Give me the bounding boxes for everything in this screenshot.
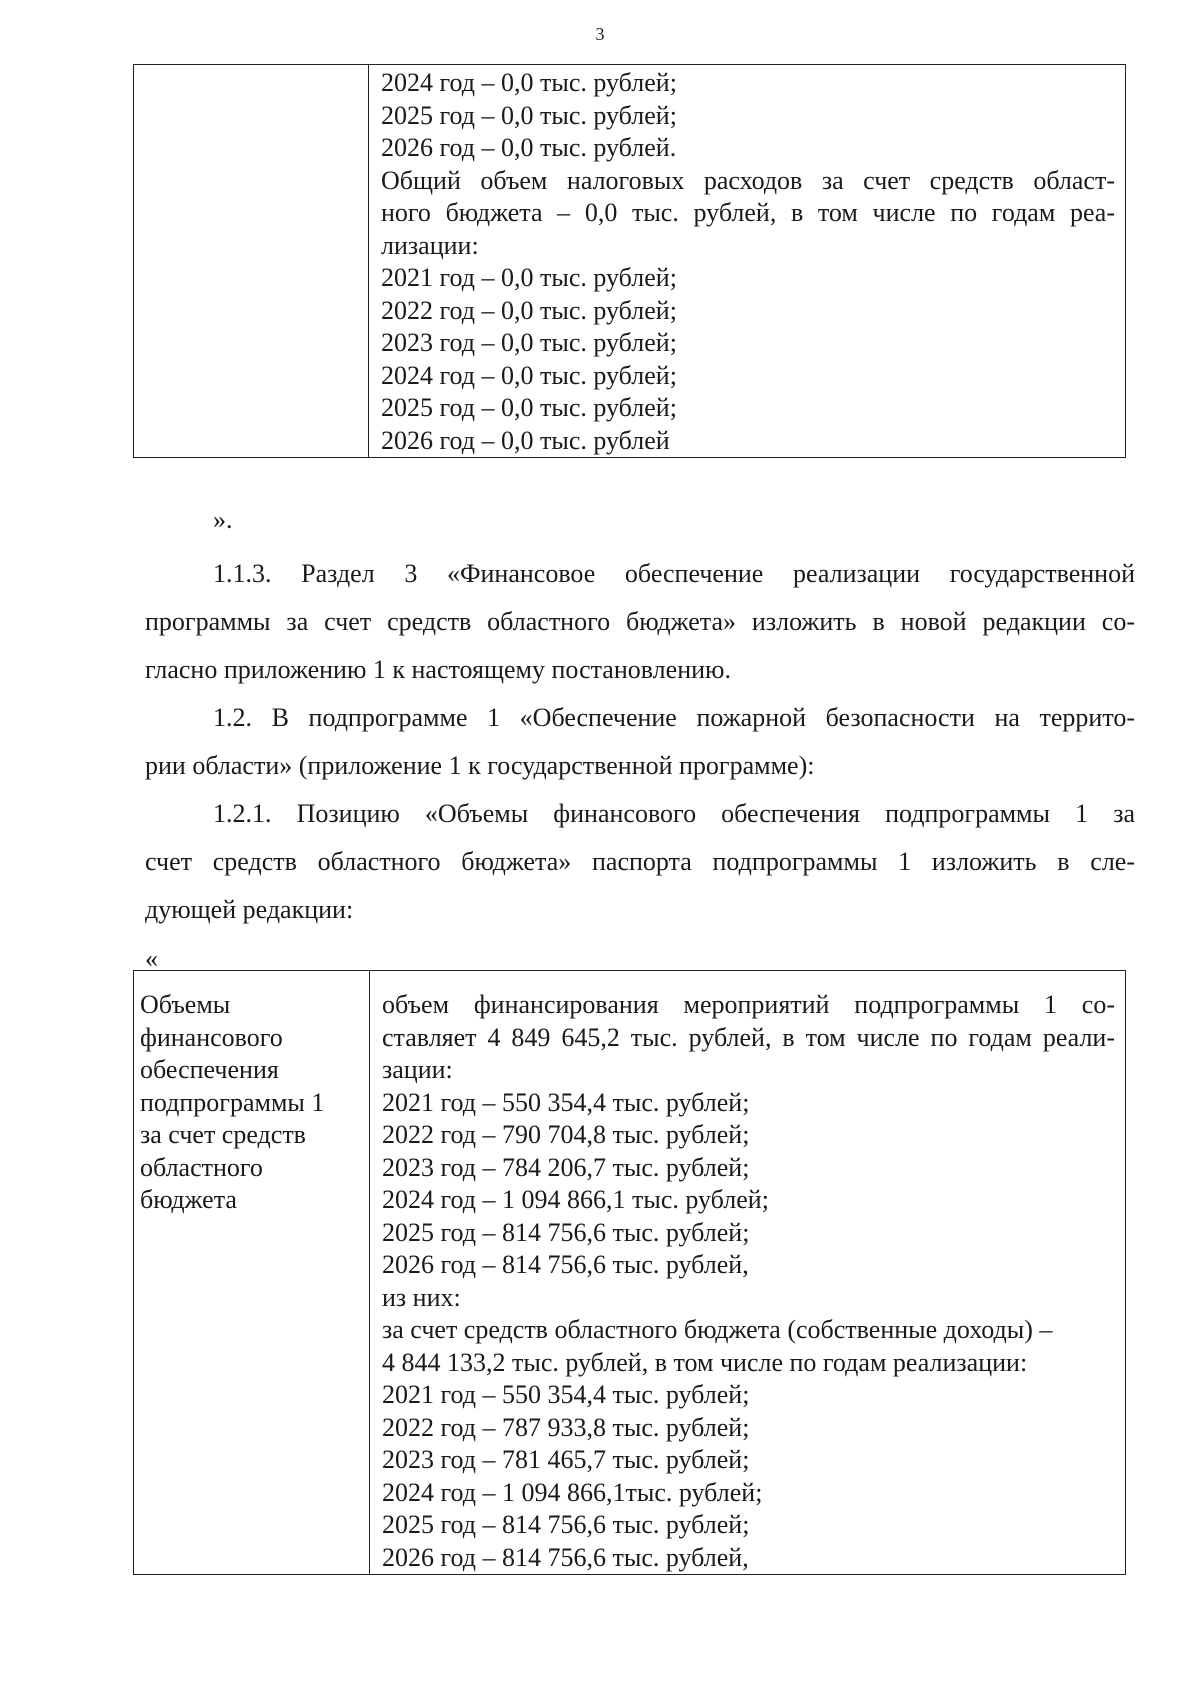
year-total-line: 2026 год – 814 756,6 тыс. рублей, [382,1250,749,1279]
tax-year-line: 2026 год – 0,0 тыс. рублей [381,425,670,455]
year-own-line: 2026 год – 814 756,6 тыс. рублей, [382,1542,749,1572]
year-line: 2024 год – 0,0 тыс. рублей; [381,68,677,97]
paragraph-line: дующей редакции: [145,895,354,924]
subprogram-passport-table [133,970,1126,1575]
tax-year-line: 2023 год – 0,0 тыс. рублей; [381,328,677,357]
opening-quote: « [145,944,158,973]
year-total-line: 2025 год – 814 756,6 тыс. рублей; [382,1217,750,1247]
of-them-label: из них: [382,1282,461,1312]
year-own-line: 2022 год – 787 933,8 тыс. рублей; [382,1412,750,1442]
year-own-line: 2021 год – 550 354,4 тыс. рублей; [382,1380,750,1409]
paragraph-line: счет средств областного бюджета» паспорта подпрограммы 1 изложить в сле- [145,847,1135,876]
year-own-line: 2024 год – 1 094 866,1тыс. рублей; [382,1477,763,1507]
position-name-line: финансового [140,1022,283,1052]
position-name-cell [134,971,370,1575]
paragraph-1-2-1 [145,790,1135,934]
right-cell-financing [369,65,1126,458]
year-total-line: 2021 год – 550 354,4 тыс. рублей; [382,1087,750,1117]
tax-year-line: 2025 год – 0,0 тыс. рублей; [381,393,677,422]
table-row [134,65,1126,458]
left-cell-empty [134,65,369,458]
tax-expense-text: ного бюджета – 0,0 тыс. рублей, в том числе по годам реа- [381,198,1115,227]
financing-intro: ставляет 4 849 645,2 тыс. рублей, в том числе по годам реали- [382,1022,1115,1052]
financing-intro: объем финансирования мероприятий подпрограммы 1 со- [382,990,1115,1019]
paragraph-line: программы за счет средств областного бюджета» изложить в новой редакции со- [145,607,1135,636]
position-name-line: обеспечения [140,1055,279,1084]
tax-year-line: 2021 год – 0,0 тыс. рублей; [381,263,677,292]
financing-volume-cell [370,971,1126,1575]
tax-year-line: 2022 год – 0,0 тыс. рублей; [381,295,677,325]
paragraph-1-1-3 [145,550,1135,694]
own-income-text: 4 844 133,2 тыс. рублей, в том числе по годам реализации: [382,1347,1028,1377]
year-own-line: 2023 год – 781 465,7 тыс. рублей; [382,1445,750,1474]
own-income-text: за счет средств областного бюджета (собственные доходы) – [382,1315,1053,1344]
tax-expense-text: лизации: [381,230,479,260]
closing-quote: ». [213,505,233,534]
year-line: 2026 год – 0,0 тыс. рублей. [381,133,677,162]
paragraph-line: рии области» (приложение 1 к государственной программе): [145,751,815,780]
position-name-line: за счет средств [140,1120,306,1149]
paragraph-line: гласно приложению 1 к настоящему постановлению. [145,655,731,684]
position-name-line: Объемы [140,990,231,1019]
financing-intro: зации: [382,1055,453,1084]
paragraph-1-2 [145,694,1135,790]
year-total-line: 2023 год – 784 206,7 тыс. рублей; [382,1152,750,1182]
position-name-line: бюджета [140,1185,237,1214]
tax-year-line: 2024 год – 0,0 тыс. рублей; [381,360,677,390]
year-line: 2025 год – 0,0 тыс. рублей; [381,100,677,130]
position-name-line: областного [140,1152,263,1182]
paragraph-line: 1.1.3. Раздел 3 «Финансовое обеспечение реализации государственной [213,559,1135,588]
table-row [134,971,1126,1575]
year-total-line: 2022 год – 790 704,8 тыс. рублей; [382,1120,750,1149]
year-own-line: 2025 год – 814 756,6 тыс. рублей; [382,1510,750,1539]
passport-table-continuation [133,64,1126,458]
position-name-line: подпрограммы 1 [140,1087,325,1117]
paragraph-line: 1.2. В подпрограмме 1 «Обеспечение пожарной безопасности на террито- [213,703,1135,732]
tax-expense-text: Общий объем налоговых расходов за счет средств област- [381,165,1115,195]
year-total-line: 2024 год – 1 094 866,1 тыс. рублей; [382,1185,769,1214]
page-number: 3 [595,24,605,44]
paragraph-line: 1.2.1. Позицию «Объемы финансового обеспечения подпрограммы 1 за [213,799,1135,828]
